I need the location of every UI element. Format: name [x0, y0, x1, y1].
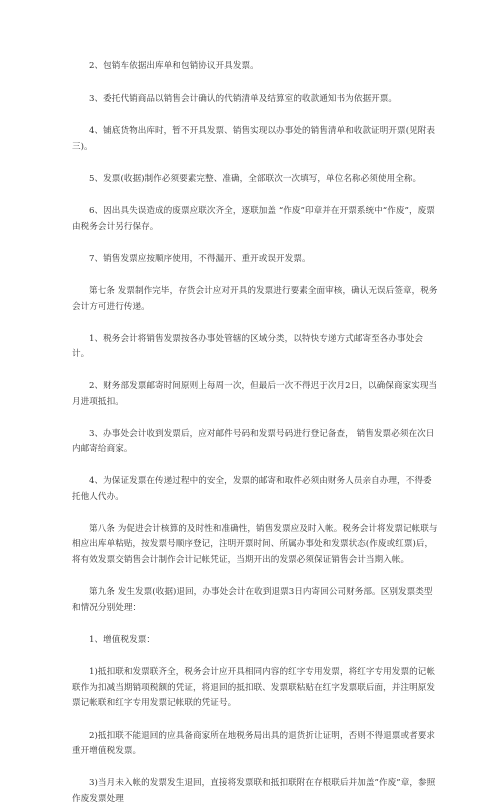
article-9: 第九条 发生发票(收据)退回，办事处会计在收到退票3日内寄回公司财务部。区别发票类型和情况分别处理： [72, 587, 433, 613]
article-8: 第八条 为促进会计核算的及时性和准确性，销售发票应及时入帐。税务会计将发票记帐联与相应出库单粘贴，按发票号顺序登记，注明开票时间、所属办事处和发票状态(作废或红票)后，将有效发票交销售会计制作会计记帐凭证，当期开出的发票必须保证销售会计当期入帐。 [72, 523, 438, 565]
paragraph-7-2: 2、财务部发票邮寄时间原则上每周一次，但最后一次不得迟于次月2日，以确保商家实现当月进项抵扣。 [72, 381, 438, 407]
paragraph-7-3: 3、办事处会计收到发票后，应对邮件号码和发票号码进行登记备查， 销售发票必须在次日内邮寄给商家。 [72, 428, 435, 454]
paragraph-4: 5、发票(收据)制作必须要素完整、准确，全部联次一次填写，单位名称必须使用全称。 [89, 173, 422, 184]
paragraph-9-1-2: 2)抵扣联不能退回的应具备商家所在地税务局出具的退货折让证明，否则不得退票或者要求重开增值税发票。 [72, 730, 436, 756]
paragraph-7-1: 1、税务会计将销售发票按各办事处管辖的区域分类，以特快专递方式邮寄至各办事处会计。 [72, 333, 423, 359]
paragraph-9-1-3: 3)当月未入帐的发票发生退回，直接将发票联和抵扣联附在存根联后并加盖”作废”章，参照作废发票处理 [72, 778, 436, 804]
paragraph-3: 4、铺底货物出库时，暂不开具发票、销售实现以办事处的销售清单和收款证明开票(见附表三)。 [72, 126, 436, 152]
paragraph-9-1-1: 1)抵扣联和发票联齐全，税务会计应开具相同内容的红字专用发票，将红字专用发票的记帐联作为扣减当期销项税额的凭证，将退回的抵扣联、发票联粘贴在红字发票联后面，并注明原发票记帐联和红字专用发票记帐联的凭证号。 [72, 667, 436, 708]
paragraph-1: 2、包销车依据出库单和包销协议开具发票。 [89, 61, 259, 71]
paragraph-9-1: 1、增值税发票： [89, 634, 156, 645]
paragraph-6: 7、销售发票应按顺序使用，不得漏开、重开或误开发票。 [89, 253, 311, 264]
article-7: 第七条 发票制作完毕，存货会计应对开具的发票进行要素全面审核，确认无误后签章，税务会计方可进行传递。 [72, 286, 438, 312]
paragraph-5: 6、因出具失误造成的废票应联次齐全，逐联加盖 “作废”印章并在开票系统中“作废”，废票由税务会计另行保存。 [72, 206, 435, 232]
paragraph-2: 3、委托代销商品以销售会计确认的代销清单及结算室的收款通知书为依据开票。 [89, 93, 398, 104]
paragraph-7-4: 4、为保证发票在传递过程中的安全，发票的邮寄和取件必须由财务人员亲自办理，不得委托他人代办。 [72, 476, 432, 502]
